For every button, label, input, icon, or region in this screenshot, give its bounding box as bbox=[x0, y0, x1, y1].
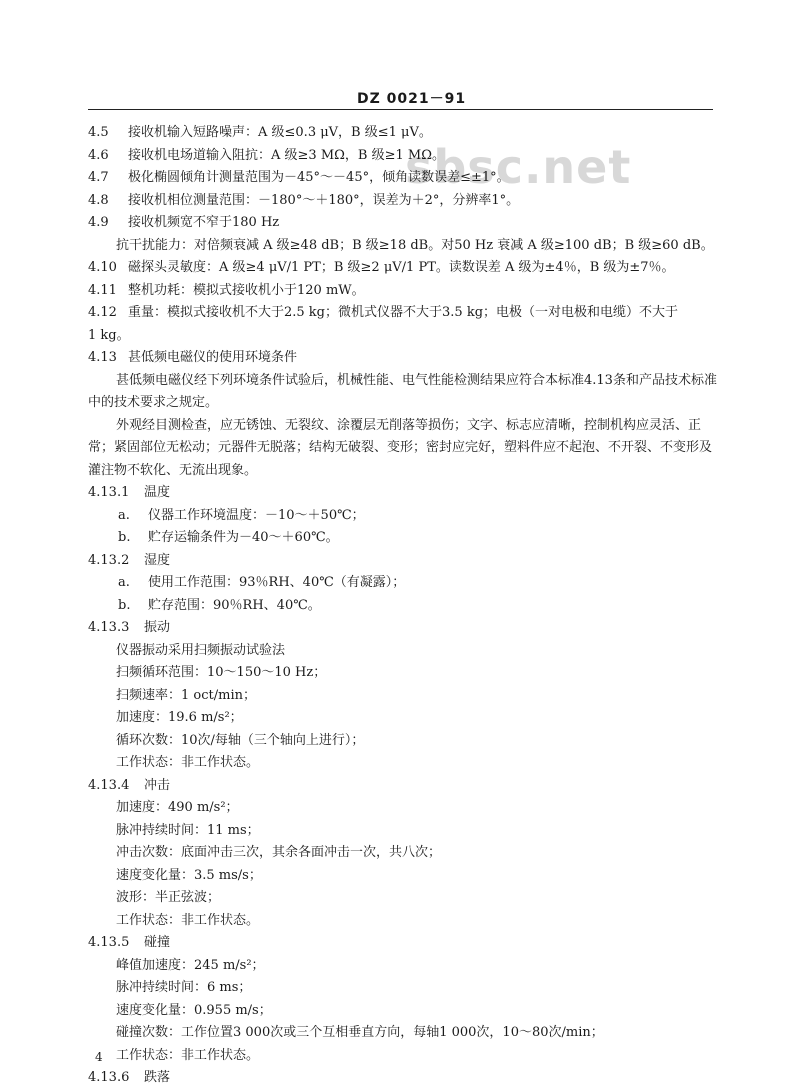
list-item: 加速度：19.6 m/s²； bbox=[116, 710, 243, 725]
list-item: 波形：半正弦波； bbox=[116, 890, 221, 905]
list-item: 峰值加速度：245 m/s²； bbox=[116, 957, 265, 973]
list-item: 工作状态：非工作状态。 bbox=[116, 912, 260, 928]
list-item: 扫频循环范围：10～150～10 Hz； bbox=[116, 665, 327, 680]
list-item: b. 贮存范围：90％RH、40℃。 bbox=[118, 597, 321, 613]
list-item: a. 使用工作范围：93％RH、40℃（有凝露）； bbox=[118, 575, 406, 590]
list-item: 脉冲持续时间：6 ms； bbox=[116, 980, 252, 995]
clause-4-5: 4.5 接收机输入短路噪声：A 级≤0.3 μV，B 级≤1 μV。 bbox=[88, 125, 432, 140]
list-item: 速度变化量：0.955 m/s； bbox=[116, 1002, 272, 1018]
page-number: 4 bbox=[95, 1050, 103, 1064]
list-item: 脉冲持续时间：11 ms； bbox=[116, 822, 260, 838]
clause-4-7: 4.7 极化椭圆倾角计测量范围为－45°～－45°，倾角读数误差≤±1°。 bbox=[88, 170, 510, 185]
clause-4-12-continuation: 1 kg。 bbox=[88, 327, 130, 343]
list-item: 工作状态：非工作状态。 bbox=[116, 755, 260, 770]
list-item: 循环次数：10次/每轴（三个轴向上进行）； bbox=[116, 732, 365, 748]
clause-4-13-3: 4.13.3 振动 bbox=[88, 620, 171, 635]
list-item: 速度变化量：3.5 ms/s； bbox=[116, 867, 262, 883]
clause-4-9: 4.9 接收机频宽不窄于180 Hz bbox=[88, 215, 280, 230]
header-rule bbox=[88, 109, 713, 110]
watermark: sbsc.net bbox=[405, 140, 632, 194]
paragraph-visual-inspection: 外观经目测检查，应无锈蚀、无裂纹、涂覆层无削落等损伤；文字、标志应清晰，控制机构应灵活、正常；紧固部位无松动；元器件无脱落；结构无破裂、变形；密封应完好，塑料件应不起泡、不开裂、不变形及灌注物不软化、无流出现象。 bbox=[88, 417, 713, 478]
list-item: b. 贮存运输条件为－40～＋60℃。 bbox=[118, 530, 339, 545]
clause-4-13-4: 4.13.4 冲击 bbox=[88, 777, 171, 793]
clause-4-10: 4.10 磁探头灵敏度：A 级≥4 μV/1 PT；B 级≥2 μV/1 PT。读数误差 A 级为±4％，B 级为±7％。 bbox=[88, 260, 675, 275]
clause-4-13-5: 4.13.5 碰撞 bbox=[88, 935, 171, 950]
list-item: a. 仪器工作环境温度：－10～＋50℃； bbox=[118, 507, 365, 523]
clause-4-13-6: 4.13.6 跌落 bbox=[88, 1070, 171, 1085]
clause-4-13: 4.13 甚低频电磁仪的使用环境条件 bbox=[88, 350, 298, 365]
paragraph-test-requirements: 甚低频电磁仪经下列环境条件试验后，机械性能、电气性能检测结果应符合本标准4.13条和产品技术标准中的技术要求之规定。 bbox=[88, 372, 717, 410]
list-item: 碰撞次数：工作位置3 000次或三个互相垂直方向，每轴1 000次，10～80次/min； bbox=[116, 1025, 604, 1040]
list-item: 冲击次数：底面冲击三次，其余各面冲击一次，共八次； bbox=[116, 845, 442, 860]
clause-4-12: 4.12 重量：模拟式接收机不大于2.5 kg；微机式仪器不大于3.5 kg；电极（一对电极和电缆）不大于 bbox=[88, 305, 679, 320]
list-item: 加速度：490 m/s²； bbox=[116, 800, 239, 815]
clause-4-8: 4.8 接收机相位测量范围：－180°～＋180°，误差为＋2°，分辨率1°。 bbox=[88, 192, 520, 208]
page-header-code: DZ 0021－91 bbox=[357, 91, 467, 107]
list-item: 工作状态：非工作状态。 bbox=[116, 1047, 260, 1063]
clause-4-13-1: 4.13.1 温度 bbox=[88, 485, 171, 500]
list-item: 仪器振动采用扫频振动试验法 bbox=[116, 642, 286, 658]
clause-4-13-2: 4.13.2 湿度 bbox=[88, 552, 171, 568]
clause-4-9-continuation: 抗干扰能力：对倍频衰减 A 级≥48 dB；B 级≥18 dB。对50 Hz 衰减 A 级≥100 dB；B 级≥60 dB。 bbox=[116, 237, 714, 253]
clause-4-11: 4.11 整机功耗：模拟式接收机小于120 mW。 bbox=[88, 282, 365, 298]
list-item: 扫频速率：1 oct/min； bbox=[116, 687, 256, 703]
document-body bbox=[88, 122, 718, 1090]
clause-4-6: 4.6 接收机电场道输入阻抗：A 级≥3 MΩ，B 级≥1 MΩ。 bbox=[88, 147, 445, 163]
